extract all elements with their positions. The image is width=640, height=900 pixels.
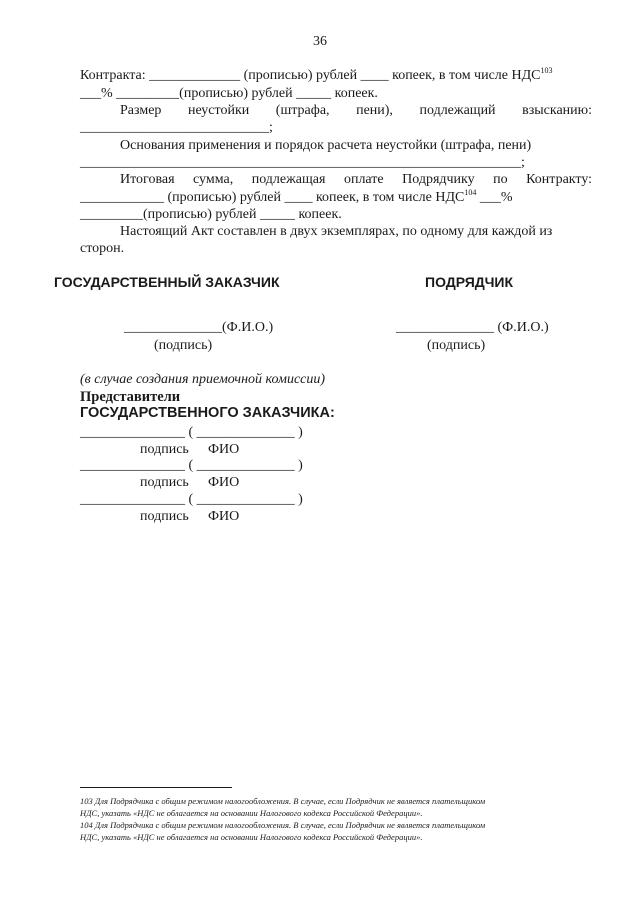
page-number: 36 — [313, 34, 327, 49]
footnote-ref-104: 104 — [464, 188, 477, 197]
commission-fio-label-1: ФИО — [208, 442, 240, 457]
word: пени), — [356, 103, 393, 118]
penalty-amount-line — [120, 103, 592, 119]
penalty-grounds-line: Основания применения и порядок расчета неустойки (штрафа, пени) — [120, 138, 532, 153]
commission-title: Представители — [80, 389, 181, 405]
total-sum-text: ____________ (прописью) рублей ____ копеек, в том числе НДС — [80, 190, 465, 205]
word: неустойки — [187, 103, 250, 118]
penalty-grounds-blank: _______________________________________________________________; — [80, 155, 525, 170]
commission-sign-label-3: подпись — [140, 509, 189, 524]
commission-note: (в случае создания приемочной комиссии) — [80, 372, 326, 387]
contractor-heading: ПОДРЯДЧИК — [425, 274, 514, 290]
penalty-amount-blank: ___________________________; — [80, 120, 273, 135]
footnote-104-line: НДС, указать «НДС не облагается на основании Налогового кодекса Российской Федерации». — [80, 832, 423, 842]
contract-sum-text: Контракта: _____________ (прописью) рублей ____ копеек, в том числе НДС — [80, 68, 541, 83]
footnote-separator — [80, 787, 232, 788]
commission-fio-label-2: ФИО — [208, 475, 240, 490]
commission-sign-label-2: подпись — [140, 475, 189, 490]
word: (штрафа, — [275, 103, 330, 118]
customer-signature-label: (подпись) — [154, 338, 213, 353]
total-sum-line — [120, 172, 592, 188]
commission-sign-line-2: _______________ ( ______________ ) — [80, 458, 303, 473]
word: Контракту: — [526, 172, 593, 187]
footnote-103-line: 103 Для Подрядчика с общим режимом налогообложения. В случае, если Подрядчик не является плательщиком — [80, 796, 486, 806]
word: подлежащая — [251, 172, 326, 187]
contractor-signature-label: (подпись) — [427, 338, 486, 353]
word: Итоговая — [120, 172, 175, 187]
copies-line: Настоящий Акт составлен в двух экземплярах, по одному для каждой из — [120, 224, 553, 239]
vat-line: ___% _________(прописью) рублей _____ копеек. — [80, 86, 378, 101]
contract-sum-line — [80, 68, 553, 84]
word: по — [493, 172, 508, 187]
commission-customer-title: ГОСУДАРСТВЕННОГО ЗАКАЗЧИКА: — [80, 405, 335, 421]
word: Размер — [120, 103, 162, 118]
footnote-ref-103: 103 — [540, 66, 553, 75]
word: Подрядчику — [402, 172, 475, 187]
contractor-fio-line: ______________ (Ф.И.О.) — [396, 320, 549, 335]
vat-percent: ___% — [479, 190, 513, 205]
word: сумма, — [193, 172, 234, 187]
word: взысканию: — [522, 103, 593, 118]
customer-heading: ГОСУДАРСТВЕННЫЙ ЗАКАЗЧИК — [54, 274, 280, 290]
commission-sign-line-3: _______________ ( ______________ ) — [80, 492, 303, 507]
footnote-103-line: НДС, указать «НДС не облагается на основании Налогового кодекса Российской Федерации». — [80, 808, 423, 818]
total-vat-amount-line: _________(прописью) рублей _____ копеек. — [80, 207, 342, 222]
commission-sign-line-1: _______________ ( ______________ ) — [80, 425, 303, 440]
total-sum-vat-line — [80, 190, 513, 206]
customer-fio-line: ______________(Ф.И.О.) — [124, 320, 274, 335]
word: оплате — [343, 172, 384, 187]
commission-sign-label-1: подпись — [140, 442, 189, 457]
footnote-104-line: 104 Для Подрядчика с общим режимом налогообложения. В случае, если Подрядчик не является плательщиком — [80, 820, 486, 830]
word: подлежащий — [419, 103, 496, 118]
copies-line-end: сторон. — [80, 241, 125, 256]
commission-fio-label-3: ФИО — [208, 509, 240, 524]
